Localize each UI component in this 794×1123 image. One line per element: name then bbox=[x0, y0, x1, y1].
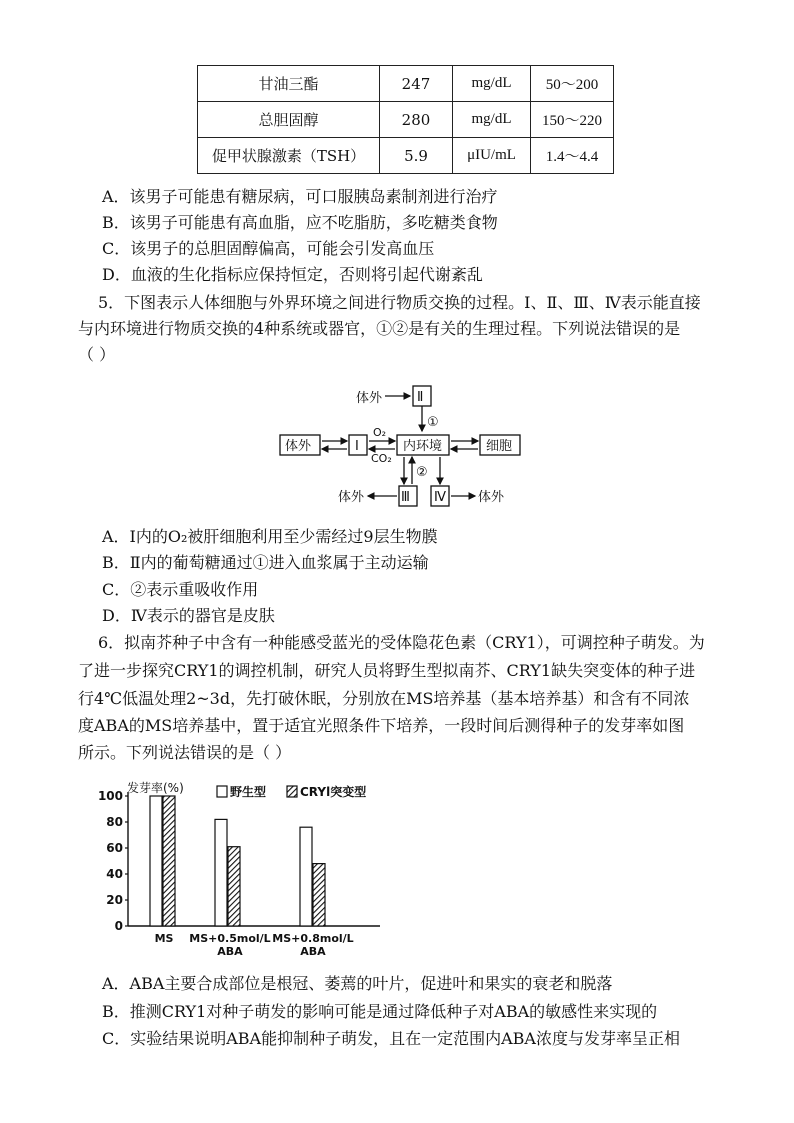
item-value: 5.9 bbox=[380, 138, 453, 174]
q6-stem-line: 了进一步探究CRY1的调控机制，研究人员将野生型拟南芥、CRY1缺失突变体的种子进 bbox=[78, 661, 696, 680]
legend-label: 野生型 bbox=[230, 785, 267, 799]
item-unit: mg/dL bbox=[453, 102, 531, 138]
q6-option-c: C．实验结果说明ABA能抑制种子萌发，且在一定范围内ABA浓度与发芽率呈正相 bbox=[102, 1029, 680, 1048]
cell-label: 细胞 bbox=[486, 439, 513, 454]
o2-label: O₂ bbox=[373, 426, 387, 439]
q4-option-b: B．该男子可能患有高血脂，应不吃脂肪，多吃糖类食物 bbox=[102, 213, 498, 232]
legend bbox=[217, 784, 366, 799]
item-unit: μIU/mL bbox=[453, 138, 531, 174]
legend-label: CRYl突变型 bbox=[300, 785, 367, 799]
x-tick-label: ABA bbox=[300, 945, 326, 958]
outside-label: 体外 bbox=[478, 490, 505, 505]
q4-option-c: C．该男子的总胆固醇偏高，可能会引发高血压 bbox=[102, 239, 435, 258]
item-value: 280 bbox=[380, 102, 453, 138]
q5-option-c: C．②表示重吸收作用 bbox=[102, 580, 259, 599]
table-row bbox=[198, 66, 614, 102]
box-ii-label: Ⅱ bbox=[417, 390, 424, 405]
bar-wild-type bbox=[150, 796, 162, 926]
q6-option-a: A．ABA主要合成部位是根冠、萎蔫的叶片，促进叶和果实的衰老和脱落 bbox=[102, 974, 613, 993]
legend-swatch bbox=[217, 786, 227, 797]
q5-option-a: A．Ⅰ内的O₂被肝细胞利用至少需经过9层生物膜 bbox=[102, 527, 438, 546]
y-tick-label: 80 bbox=[106, 815, 123, 829]
internal-environment-label: 内环境 bbox=[403, 439, 443, 454]
item-value: 247 bbox=[380, 66, 453, 102]
co2-label: CO₂ bbox=[371, 452, 392, 465]
material-exchange-diagram bbox=[270, 378, 530, 518]
bar-mutant bbox=[313, 864, 325, 926]
item-name: 促甲状腺激素（TSH） bbox=[198, 138, 380, 174]
mark-2: ② bbox=[416, 465, 428, 480]
q5-stem-line: 与内环境进行物质交换的4种系统或器官，①②是有关的生理过程。下列说法错误的是 bbox=[78, 319, 681, 338]
bar-wild-type bbox=[300, 827, 312, 926]
item-name: 甘油三酯 bbox=[198, 66, 380, 102]
q6-stem-line: 度ABA的MS培养基中，置于适宜光照条件下培养，一段时间后测得种子的发芽率如图 bbox=[78, 716, 685, 735]
x-tick-label: MS+0.8mol/L bbox=[272, 932, 354, 945]
box-i-label: Ⅰ bbox=[355, 439, 359, 454]
q6-option-b: B．推测CRY1对种子萌发的影响可能是通过降低种子对ABA的敏感性来实现的 bbox=[102, 1002, 658, 1021]
x-axis-labels bbox=[155, 932, 354, 958]
q6-stem-line: 所示。下列说法错误的是（ ） bbox=[78, 743, 292, 762]
q6-stem-line: 6．拟南芥种子中含有一种能感受蓝光的受体隐花色素（CRY1），可调控种子萌发。为 bbox=[98, 633, 705, 652]
bar-mutant bbox=[228, 847, 240, 926]
bar-wild-type bbox=[215, 819, 227, 926]
item-range: 150～220 bbox=[531, 102, 614, 138]
outside-box-label: 体外 bbox=[285, 439, 312, 454]
lab-results-table bbox=[197, 65, 614, 174]
bars bbox=[150, 796, 325, 926]
germination-rate-chart bbox=[95, 780, 395, 965]
table-row bbox=[198, 138, 614, 174]
item-range: 1.4～4.4 bbox=[531, 138, 614, 174]
table-row bbox=[198, 102, 614, 138]
q6-stem-line: 行4℃低温处理2~3d，先打破休眠，分别放在MS培养基（基本培养基）和含有不同浓 bbox=[78, 689, 690, 708]
y-tick-label: 100 bbox=[97, 789, 123, 803]
item-unit: mg/dL bbox=[453, 66, 531, 102]
x-tick-label: MS+0.5mol/L bbox=[189, 932, 271, 945]
y-tick-label: 60 bbox=[106, 841, 123, 855]
box-iii-label: Ⅲ bbox=[401, 490, 410, 505]
x-tick-label: MS bbox=[154, 932, 174, 945]
y-tick-label: 0 bbox=[114, 919, 123, 933]
outside-label: 体外 bbox=[356, 391, 383, 406]
y-tick-label: 40 bbox=[106, 867, 123, 881]
y-tick-label: 20 bbox=[106, 893, 123, 907]
outside-label: 体外 bbox=[338, 490, 365, 505]
q4-option-a: A．该男子可能患有糖尿病，可口服胰岛素制剂进行治疗 bbox=[102, 187, 498, 206]
item-range: 50～200 bbox=[531, 66, 614, 102]
bar-mutant bbox=[163, 796, 175, 926]
q5-stem-line: （ ） bbox=[78, 345, 116, 364]
item-name: 总胆固醇 bbox=[198, 102, 380, 138]
y-axis-label: 发芽率(%) bbox=[127, 781, 184, 795]
legend-swatch bbox=[287, 786, 297, 797]
mark-1: ① bbox=[427, 415, 439, 430]
box-iv-label: Ⅳ bbox=[434, 490, 446, 505]
q5-option-d: D．Ⅳ表示的器官是皮肤 bbox=[102, 606, 275, 625]
q4-option-d: D．血液的生化指标应保持恒定，否则将引起代谢紊乱 bbox=[102, 265, 483, 284]
q5-option-b: B．Ⅱ内的葡萄糖通过①进入血浆属于主动运输 bbox=[102, 553, 429, 572]
x-tick-label: ABA bbox=[217, 945, 243, 958]
q5-stem-line: 5．下图表示人体细胞与外界环境之间进行物质交换的过程。Ⅰ、Ⅱ、Ⅲ、Ⅳ表示能直接 bbox=[98, 293, 701, 312]
